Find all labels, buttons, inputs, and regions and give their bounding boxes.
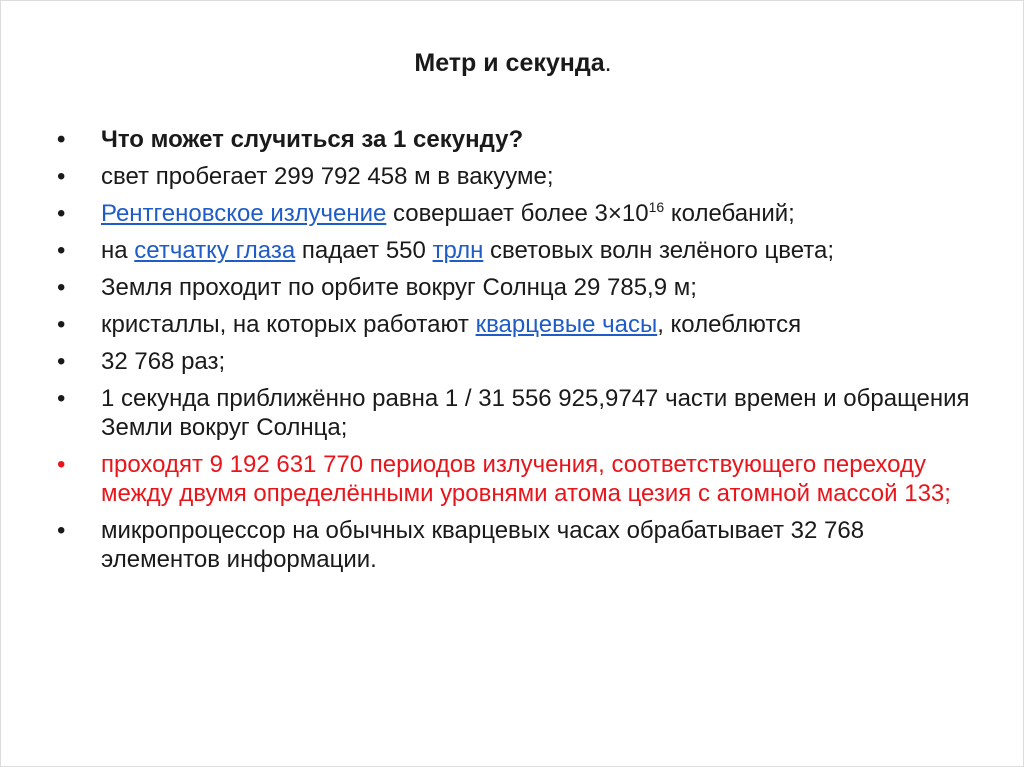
list-item-text: 32 768 раз; (101, 348, 226, 375)
list-item-text: 1 секунда приближённо равна 1 / 31 556 925,9747 части времен и обращения Земли вокруг Солнца; (101, 385, 970, 441)
bullet-marker: • (57, 126, 66, 153)
trillion-link[interactable]: трлн (432, 237, 484, 264)
list-item-text: падает 550 (295, 237, 433, 264)
slide-title (1, 49, 1024, 78)
slide-title-text: Метр и секунда (414, 49, 605, 77)
bullet-list (57, 125, 977, 582)
list-item (57, 310, 977, 339)
exponent: 16 (648, 199, 665, 215)
list-item-text: световых волн зелёного цвета; (483, 237, 834, 264)
list-item (57, 384, 977, 442)
bullet-marker: • (57, 311, 66, 338)
bullet-marker: • (57, 163, 66, 190)
slide-title-dot: . (604, 49, 612, 77)
list-item-text: Что может случиться за 1 секунду? (101, 126, 524, 153)
bullet-marker: • (57, 517, 66, 544)
xray-link[interactable]: Рентгеновское излучение (101, 200, 387, 227)
bullet-marker: • (57, 200, 66, 227)
list-item-text: свет пробегает 299 792 458 м в вакууме; (101, 163, 554, 190)
list-item (57, 516, 977, 574)
retina-link[interactable]: сетчатку глаза (134, 237, 296, 264)
list-item (57, 125, 977, 154)
list-item (57, 236, 977, 265)
list-item (57, 199, 977, 228)
list-item-text: микропроцессор на обычных кварцевых часах обрабатывает 32 768 элементов информации. (101, 517, 865, 573)
bullet-marker: • (57, 348, 66, 375)
list-item-text: Земля проходит по орбите вокруг Солнца 29 785,9 м; (101, 274, 697, 301)
bullet-marker: • (57, 237, 66, 264)
list-item-text: , колеблются (657, 311, 802, 338)
list-item (57, 347, 977, 376)
list-item (57, 273, 977, 302)
list-item-text: на (101, 237, 135, 264)
quartz-clock-link[interactable]: кварцевые часы (475, 311, 658, 338)
list-item-text: колебаний; (664, 200, 795, 227)
list-item (57, 162, 977, 191)
list-item-text: проходят 9 192 631 770 периодов излучения, соответствующего переходу между двумя определёнными уровнями атома цезия с атомной массой 133; (101, 451, 951, 507)
bullet-marker: • (57, 274, 66, 301)
list-item-text: кристаллы, на которых работают (101, 311, 476, 338)
list-item-highlighted (57, 450, 977, 508)
list-item-text: совершает более 3×10 (386, 200, 649, 227)
bullet-marker: • (57, 385, 66, 412)
bullet-marker: • (57, 451, 66, 478)
